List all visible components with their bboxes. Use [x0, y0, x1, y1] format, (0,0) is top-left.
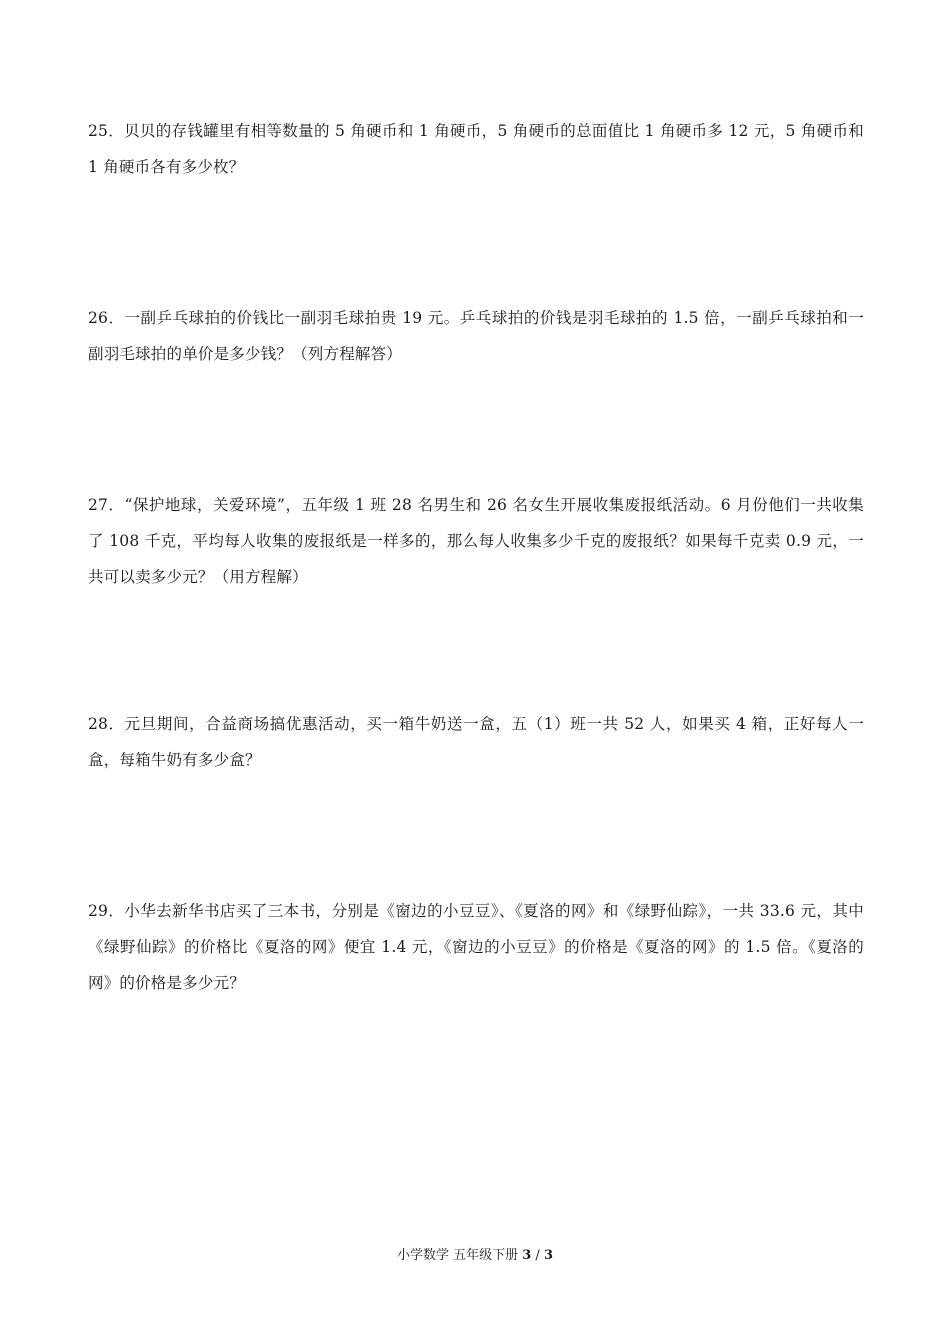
question-29-text: 29．小华去新华书店买了三本书，分别是《窗边的小豆豆》、《夏洛的网》和《绿野仙踪》，一共 33.6 元，其中《绿野仙踪》的价格比《夏洛的网》便宜 1.4 元，《窗边的小豆豆》的价格是《夏洛的网》的 1.5 倍。《夏洛的网》的价格是多少元？ — [88, 902, 864, 992]
footer-page-total: 3 — [543, 1248, 553, 1263]
question-28-text: 28．元旦期间，合益商场搞优惠活动，买一箱牛奶送一盒，五（1）班一共 52 人，如果买 4 箱，正好每人一盒，每箱牛奶有多少盒？ — [88, 715, 864, 769]
question-25-text: 25．贝贝的存钱罐里有相等数量的 5 角硬币和 1 角硬币，5 角硬币的总面值比 1 角硬币多 12 元，5 角硬币和 1 角硬币各有多少枚？ — [88, 122, 864, 176]
page-footer — [0, 1246, 950, 1266]
question-25 — [88, 113, 864, 185]
question-29 — [88, 893, 864, 1001]
question-27-text: 27．“保护地球，关爱环境”，五年级 1 班 28 名男生和 26 名女生开展收集废报纸活动。6 月份他们一共收集了 108 千克，平均每人收集的废报纸是一样多的，那么每人收集多少千克的废报纸？如果每千克卖 0.9 元，一共可以卖多少元？（用方程解） — [88, 496, 864, 586]
footer-page-current: 3 — [522, 1248, 532, 1263]
footer-separator: / — [531, 1248, 544, 1263]
question-26-text: 26．一副乒乓球拍的价钱比一副羽毛球拍贵 19 元。乒乓球拍的价钱是羽毛球拍的 1.5 倍，一副乒乓球拍和一副羽毛球拍的单价是多少钱？（列方程解答） — [88, 309, 864, 363]
question-27 — [88, 487, 864, 595]
question-26 — [88, 300, 864, 372]
question-28 — [88, 706, 864, 778]
footer-label: 小学数学 五年级下册 — [396, 1248, 523, 1263]
